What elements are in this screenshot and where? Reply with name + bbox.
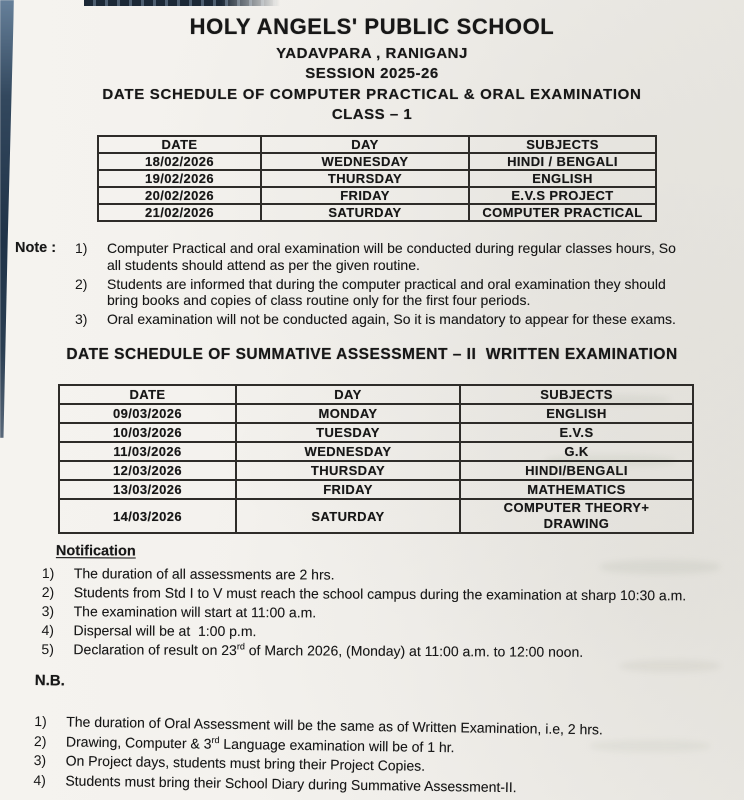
day-cell: FRIDAY [261, 187, 469, 204]
date-cell: 11/03/2026 [59, 442, 236, 461]
date-cell: 10/03/2026 [59, 423, 236, 442]
item-number: 1) [41, 564, 55, 582]
table-row [59, 480, 693, 499]
subject-cell: MATHEMATICS [460, 480, 693, 499]
ordinal-superscript: rd [236, 641, 245, 652]
date-cell: 12/03/2026 [59, 461, 236, 480]
scan-top-artifact [84, 0, 280, 6]
subject-cell: G.K [460, 442, 693, 461]
day-cell: SATURDAY [261, 204, 469, 221]
subject-cell: E.V.S PROJECT [469, 187, 656, 204]
item-text: Oral examination will not be conducted again, So it is mandatory to appear for these exams. [107, 311, 676, 327]
subject-cell: COMPUTER PRACTICAL [469, 204, 656, 221]
notification-section [41, 543, 742, 664]
table-row [98, 170, 656, 187]
table-row [59, 404, 693, 423]
date-cell: 18/02/2026 [98, 153, 261, 170]
day-cell: TUESDAY [236, 423, 460, 442]
subject-cell: COMPUTER THEORY+ DRAWING [460, 499, 693, 533]
item-text: Dispersal will be at 1:00 p.m. [73, 622, 257, 640]
class-line: CLASS – 1 [331, 106, 413, 123]
item-number: 2) [41, 583, 55, 601]
day-cell: SATURDAY [236, 499, 460, 533]
day-cell: MONDAY [236, 404, 460, 423]
note-item [15, 276, 727, 312]
table-row [98, 204, 656, 221]
date-cell: 20/02/2026 [98, 187, 261, 204]
practical-schedule-table [97, 135, 657, 222]
table-row [59, 461, 693, 480]
note-label: Note : [15, 240, 57, 256]
subject-cell: ENGLISH [469, 170, 656, 187]
item-number: 1) [34, 712, 47, 730]
subjects-column-header: SUBJECTS [460, 385, 693, 404]
item-number: 2) [75, 275, 88, 292]
notification-item [41, 641, 741, 664]
table-row [59, 423, 693, 442]
day-cell: WEDNESDAY [236, 442, 460, 461]
written-schedule-table [58, 384, 694, 534]
date-cell: 19/02/2026 [98, 170, 261, 187]
school-name: HOLY ANGELS' PUBLIC SCHOOL [189, 14, 555, 39]
item-text: Students from Std I to V must reach the school campus during the examination at sharp 10:30 a.m. [73, 584, 687, 604]
table-row [59, 499, 693, 533]
notification-heading: Notification [55, 543, 136, 560]
table-row [98, 187, 656, 204]
day-column-header: DAY [261, 136, 469, 153]
day-cell: THURSDAY [261, 170, 469, 187]
day-cell: WEDNESDAY [261, 153, 469, 170]
date-cell: 13/03/2026 [59, 480, 236, 499]
day-column-header: DAY [236, 385, 460, 404]
item-text: On Project days, students must bring their Project Copies. [65, 752, 426, 774]
item-number: 5) [41, 640, 54, 658]
written-exam-title: DATE SCHEDULE OF SUMMATIVE ASSESSMENT – II WRITTEN EXAMINATION [66, 346, 678, 363]
item-text: The examination will start at 11:00 a.m. [73, 603, 317, 621]
item-number: 2) [33, 732, 47, 749]
nb-heading: N.B. [34, 672, 65, 690]
subjects-column-header: SUBJECTS [469, 136, 656, 153]
item-number: 1) [75, 240, 88, 256]
note-section [15, 240, 727, 330]
ordinal-superscript: rd [211, 734, 220, 745]
table-row [59, 442, 693, 461]
table-header-row [98, 136, 656, 153]
subject-cell: HINDI/BENGALI [460, 461, 693, 480]
subject-cell: HINDI / BENGALI [469, 153, 656, 170]
item-text: Declaration of result on 23rd of March 2026, (Monday) at 11:00 a.m. to 12:00 noon. [73, 641, 584, 660]
item-number: 3) [41, 602, 55, 620]
note-item [15, 311, 727, 330]
item-text: Computer Practical and oral examination will be conducted during regular classes hours, So all students should attend as per the given routine. [107, 240, 676, 273]
item-number: 3) [75, 311, 88, 327]
item-text: Students are informed that during the computer practical and oral examination they should bring books and copies of class routine only for the first four periods. [107, 275, 666, 308]
item-number: 3) [33, 751, 47, 769]
nb-section [33, 672, 740, 800]
item-text: Drawing, Computer & 3rd Language examination will be of 1 hr. [65, 732, 455, 755]
table-header-row [59, 385, 693, 404]
note-item [15, 240, 727, 276]
date-cell: 21/02/2026 [98, 204, 261, 221]
practical-exam-title: DATE SCHEDULE OF COMPUTER PRACTICAL & ORAL EXAMINATION [102, 86, 642, 103]
subject-cell: ENGLISH [460, 404, 693, 423]
date-column-header: DATE [98, 136, 261, 153]
date-cell: 14/03/2026 [59, 499, 236, 533]
item-text: The duration of Oral Assessment will be the same as of Written Examination, i.e, 2 hrs. [66, 713, 603, 738]
subject-cell: E.V.S [460, 423, 693, 442]
school-location: YADAVPARA , RANIGANJ [276, 45, 468, 62]
day-cell: THURSDAY [236, 461, 460, 480]
table-row [98, 153, 656, 170]
day-cell: FRIDAY [236, 480, 460, 499]
session-line: SESSION 2025-26 [305, 65, 439, 82]
date-column-header: DATE [59, 385, 236, 404]
item-text: The duration of all assessments are 2 hrs. [73, 565, 335, 583]
item-number: 4) [33, 771, 46, 788]
item-text: Students must bring their School Diary during Summative Assessment-II. [65, 771, 517, 795]
item-number: 4) [41, 621, 55, 639]
nb-items [33, 713, 739, 800]
date-cell: 09/03/2026 [59, 404, 236, 423]
